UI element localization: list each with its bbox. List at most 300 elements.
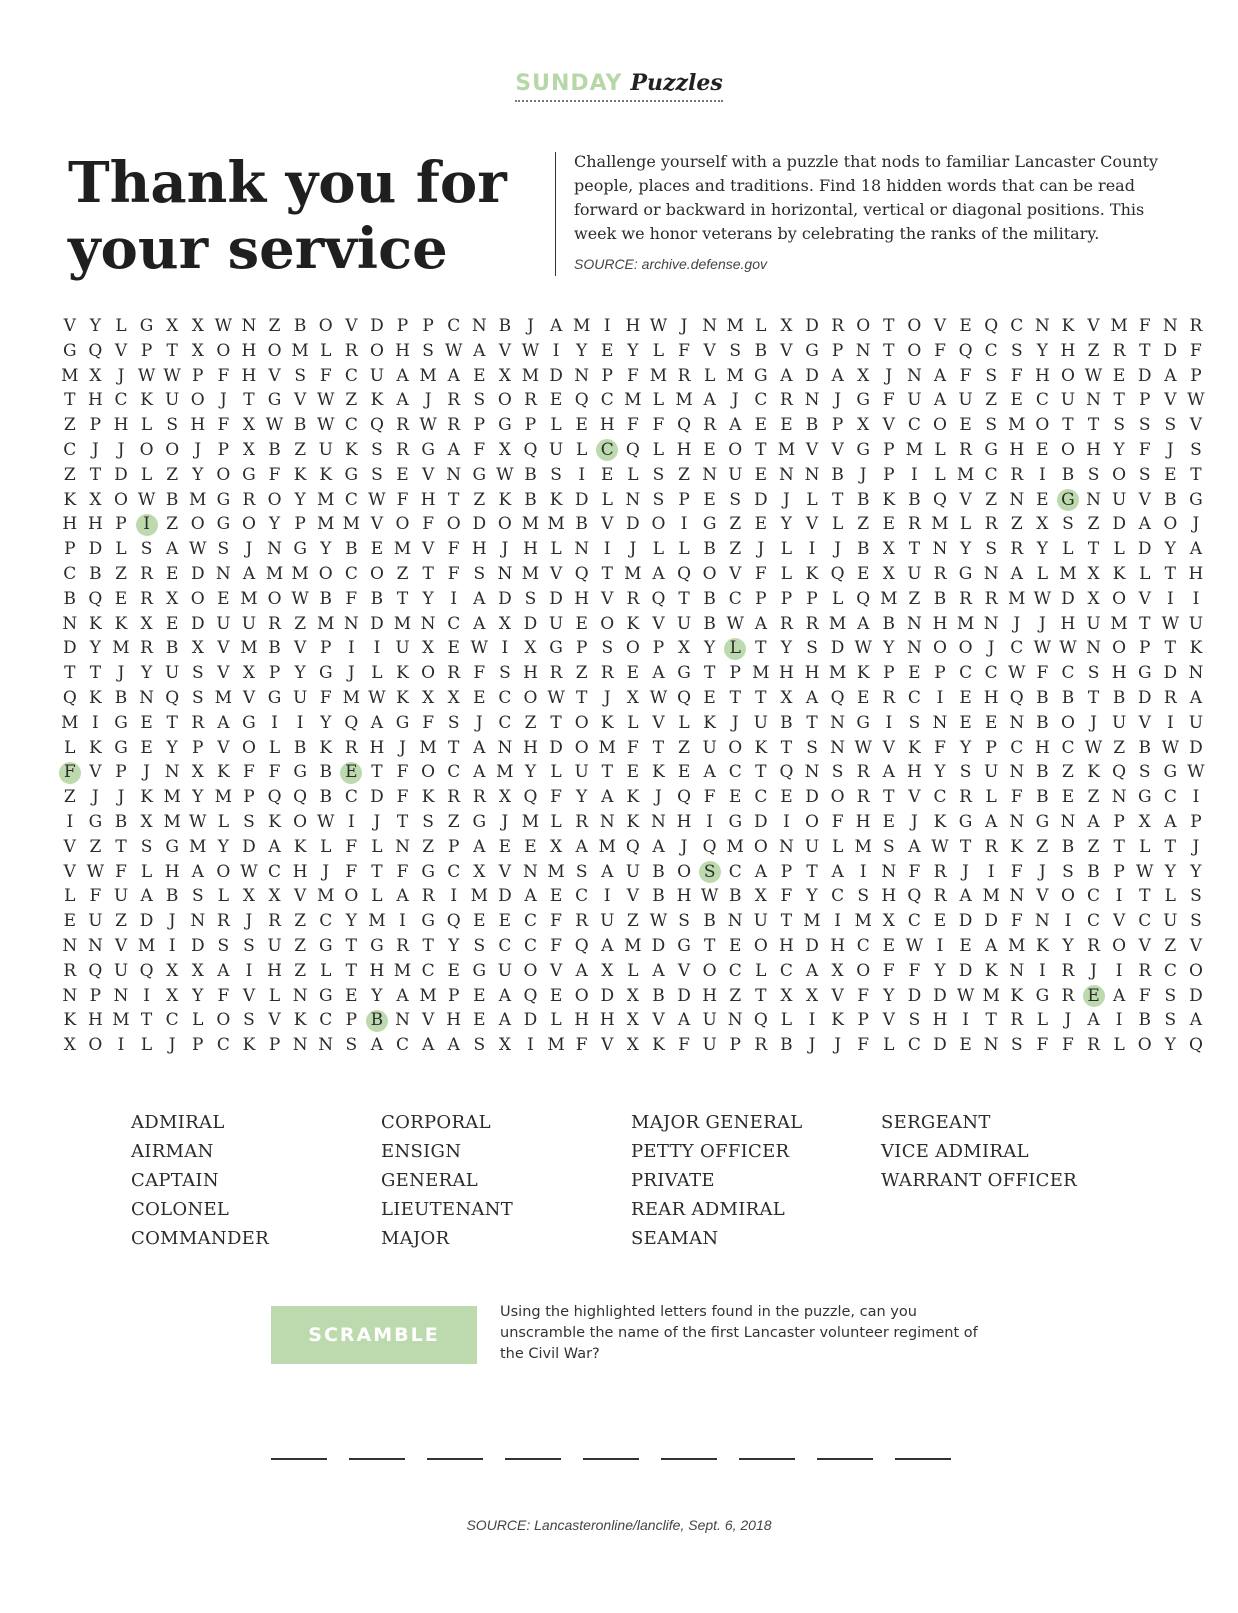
grid-cell[interactable]: B: [652, 861, 665, 882]
grid-cell[interactable]: W: [368, 687, 386, 708]
grid-cell[interactable]: X: [422, 687, 435, 708]
grid-cell[interactable]: G: [421, 861, 435, 882]
grid-cell[interactable]: C: [754, 787, 768, 808]
grid-cell[interactable]: P: [140, 340, 153, 361]
grid-cell[interactable]: I: [1064, 911, 1072, 932]
grid-cell[interactable]: N: [62, 985, 78, 1006]
grid-cell[interactable]: C: [1138, 911, 1152, 932]
grid-cell[interactable]: N: [804, 464, 820, 485]
grid-cell[interactable]: R: [882, 687, 896, 708]
grid-cell[interactable]: K: [396, 663, 409, 684]
grid-cell[interactable]: L: [320, 960, 332, 981]
grid-cell[interactable]: N: [855, 340, 871, 361]
grid-cell[interactable]: B: [268, 638, 281, 659]
grid-cell[interactable]: S: [422, 340, 434, 361]
grid-cell[interactable]: D: [677, 985, 691, 1006]
grid-cell[interactable]: O: [190, 588, 205, 609]
grid-cell[interactable]: Q: [88, 588, 103, 609]
grid-cell[interactable]: F: [882, 390, 895, 411]
grid-cell[interactable]: O: [190, 514, 205, 535]
grid-cell[interactable]: K: [984, 960, 998, 981]
grid-cell[interactable]: U: [907, 390, 922, 411]
grid-cell[interactable]: T: [1190, 464, 1202, 485]
grid-cell[interactable]: S: [217, 935, 230, 956]
grid-cell[interactable]: X: [857, 415, 870, 436]
grid-cell[interactable]: I: [92, 712, 99, 733]
grid-cell[interactable]: I: [962, 1010, 969, 1031]
grid-cell[interactable]: G: [728, 811, 743, 832]
grid-cell[interactable]: E: [703, 489, 716, 510]
grid-cell[interactable]: G: [344, 464, 359, 485]
grid-cell[interactable]: N: [625, 489, 641, 510]
grid-cell[interactable]: L: [985, 787, 997, 808]
grid-cell[interactable]: R: [63, 960, 77, 981]
grid-cell[interactable]: J: [347, 663, 355, 684]
grid-cell[interactable]: S: [524, 588, 537, 609]
grid-cell[interactable]: V: [498, 340, 512, 361]
grid-cell[interactable]: N: [983, 563, 999, 584]
grid-cell[interactable]: J: [680, 316, 688, 336]
grid-cell[interactable]: A: [396, 365, 409, 386]
grid-cell[interactable]: H: [369, 960, 385, 981]
grid-cell[interactable]: Y: [806, 886, 818, 907]
grid-cell[interactable]: P: [89, 985, 102, 1006]
grid-cell[interactable]: X: [524, 638, 537, 659]
grid-cell[interactable]: M: [828, 663, 847, 684]
grid-cell[interactable]: U: [574, 762, 589, 783]
grid-cell[interactable]: N: [574, 365, 590, 386]
grid-cell[interactable]: X: [626, 1035, 639, 1056]
grid-cell[interactable]: O: [267, 340, 282, 361]
grid-cell[interactable]: N: [1009, 960, 1025, 981]
grid-cell[interactable]: D: [139, 911, 154, 932]
grid-cell[interactable]: F: [345, 836, 358, 857]
grid-cell[interactable]: W: [649, 911, 668, 932]
grid-cell[interactable]: O: [933, 415, 947, 436]
grid-cell-highlighted[interactable]: E: [339, 760, 365, 785]
grid-cell[interactable]: F: [882, 960, 895, 981]
grid-cell[interactable]: A: [473, 613, 486, 634]
grid-cell[interactable]: J: [731, 712, 739, 733]
grid-cell[interactable]: E: [1164, 464, 1177, 485]
grid-cell[interactable]: U: [216, 613, 231, 634]
grid-cell[interactable]: D: [626, 514, 640, 535]
grid-cell[interactable]: A: [1189, 687, 1203, 708]
grid-cell[interactable]: N: [702, 316, 718, 336]
grid-cell[interactable]: P: [294, 514, 306, 535]
grid-cell[interactable]: A: [805, 960, 819, 981]
grid-cell[interactable]: O: [241, 737, 256, 758]
grid-cell[interactable]: E: [626, 663, 640, 684]
grid-cell[interactable]: K: [498, 489, 512, 510]
grid-cell[interactable]: L: [268, 737, 281, 758]
grid-cell[interactable]: H: [625, 316, 641, 336]
grid-cell[interactable]: F: [396, 489, 409, 510]
grid-cell[interactable]: J: [834, 1035, 842, 1056]
grid-cell[interactable]: H: [779, 663, 794, 684]
grid-cell[interactable]: M: [317, 514, 335, 535]
grid-cell[interactable]: A: [652, 663, 665, 684]
grid-cell[interactable]: H: [523, 737, 538, 758]
grid-cell[interactable]: F: [217, 365, 230, 386]
grid-cell[interactable]: Q: [88, 340, 103, 361]
grid-cell[interactable]: Z: [268, 316, 281, 336]
grid-cell[interactable]: G: [267, 687, 282, 708]
grid-cell[interactable]: I: [117, 1035, 125, 1056]
grid-cell[interactable]: A: [831, 861, 844, 882]
grid-cell[interactable]: A: [754, 613, 767, 634]
grid-cell[interactable]: O: [1060, 886, 1075, 907]
grid-cell[interactable]: H: [523, 663, 538, 684]
grid-cell[interactable]: W: [316, 390, 335, 411]
grid-cell[interactable]: H: [881, 886, 897, 907]
grid-cell[interactable]: O: [216, 861, 231, 882]
grid-cell[interactable]: N: [395, 1010, 410, 1031]
grid-cell[interactable]: P: [883, 663, 895, 684]
grid-cell[interactable]: I: [603, 316, 611, 336]
grid-cell[interactable]: P: [89, 415, 102, 436]
grid-cell[interactable]: A: [985, 811, 998, 832]
grid-cell[interactable]: J: [1192, 836, 1200, 857]
grid-cell[interactable]: Z: [1164, 935, 1177, 956]
grid-cell[interactable]: D: [907, 985, 922, 1006]
grid-cell[interactable]: C: [728, 762, 742, 783]
grid-cell[interactable]: X: [1138, 811, 1151, 832]
grid-cell[interactable]: B: [1036, 787, 1049, 808]
grid-cell[interactable]: R: [754, 1035, 768, 1056]
grid-cell[interactable]: C: [984, 464, 998, 485]
grid-cell[interactable]: W: [854, 638, 872, 659]
grid-cell[interactable]: O: [1035, 415, 1050, 436]
grid-cell[interactable]: J: [1166, 439, 1174, 460]
grid-cell[interactable]: L: [140, 1035, 153, 1056]
grid-cell[interactable]: R: [1061, 985, 1075, 1006]
grid-cell[interactable]: M: [214, 687, 233, 708]
grid-cell[interactable]: E: [882, 514, 895, 535]
grid-cell[interactable]: M: [521, 365, 540, 386]
grid-cell[interactable]: R: [831, 316, 845, 336]
grid-cell[interactable]: Z: [294, 911, 307, 932]
grid-cell[interactable]: O: [497, 514, 512, 535]
grid-cell[interactable]: B: [165, 886, 179, 907]
grid-cell[interactable]: O: [574, 985, 589, 1006]
grid-cell[interactable]: B: [933, 588, 947, 609]
grid-cell[interactable]: K: [293, 836, 307, 857]
grid-cell[interactable]: W: [496, 464, 514, 485]
grid-cell[interactable]: R: [396, 415, 409, 436]
grid-cell[interactable]: K: [293, 464, 307, 485]
grid-cell[interactable]: B: [524, 464, 537, 485]
grid-cell[interactable]: O: [344, 886, 359, 907]
grid-cell[interactable]: O: [728, 737, 743, 758]
grid-cell[interactable]: R: [242, 489, 256, 510]
grid-cell[interactable]: O: [1137, 1035, 1152, 1056]
grid-cell[interactable]: F: [1138, 316, 1151, 336]
grid-cell[interactable]: S: [1138, 464, 1151, 485]
grid-cell[interactable]: V: [498, 861, 512, 882]
grid-cell[interactable]: T: [755, 439, 767, 460]
grid-cell[interactable]: B: [345, 539, 358, 560]
grid-cell[interactable]: T: [345, 935, 357, 956]
grid-cell[interactable]: F: [473, 663, 486, 684]
grid-cell[interactable]: C: [63, 439, 77, 460]
grid-cell[interactable]: S: [1113, 415, 1125, 436]
grid-cell[interactable]: P: [934, 663, 946, 684]
grid-cell[interactable]: O: [216, 340, 231, 361]
grid-cell[interactable]: H: [241, 340, 257, 361]
grid-cell[interactable]: X: [626, 1010, 639, 1031]
grid-cell[interactable]: R: [1010, 1010, 1024, 1031]
grid-cell[interactable]: Z: [447, 811, 460, 832]
grid-cell[interactable]: Z: [89, 836, 102, 857]
grid-cell[interactable]: G: [1163, 762, 1178, 783]
answer-blank[interactable]: [427, 1458, 483, 1460]
grid-cell[interactable]: L: [780, 563, 793, 584]
grid-cell[interactable]: N: [62, 935, 78, 956]
grid-cell[interactable]: S: [575, 861, 588, 882]
grid-cell[interactable]: O: [318, 563, 333, 584]
grid-cell[interactable]: Y: [1164, 1035, 1176, 1056]
grid-cell[interactable]: M: [803, 911, 821, 932]
grid-cell[interactable]: A: [370, 1035, 384, 1056]
grid-cell[interactable]: S: [1010, 1035, 1023, 1056]
grid-cell[interactable]: J: [757, 539, 765, 560]
grid-cell[interactable]: D: [984, 911, 998, 932]
grid-cell[interactable]: F: [1190, 340, 1202, 361]
grid-cell[interactable]: G: [677, 663, 691, 684]
grid-cell[interactable]: C: [1010, 316, 1024, 336]
grid-cell[interactable]: C: [600, 390, 614, 411]
grid-cell[interactable]: C: [114, 390, 128, 411]
grid-cell-highlighted[interactable]: F: [57, 760, 83, 785]
grid-cell[interactable]: P: [524, 415, 537, 436]
grid-cell[interactable]: M: [982, 886, 1000, 907]
grid-cell[interactable]: N: [446, 464, 462, 485]
grid-cell[interactable]: F: [754, 563, 767, 584]
grid-cell[interactable]: G: [63, 340, 77, 361]
grid-cell[interactable]: L: [268, 985, 281, 1006]
grid-cell[interactable]: A: [959, 886, 972, 907]
grid-cell[interactable]: R: [1061, 960, 1075, 981]
grid-cell[interactable]: G: [139, 316, 154, 336]
grid-cell[interactable]: K: [396, 687, 409, 708]
grid-cell[interactable]: O: [421, 663, 436, 684]
grid-cell[interactable]: L: [371, 663, 383, 684]
grid-cell[interactable]: Z: [396, 563, 409, 584]
grid-cell[interactable]: Y: [320, 712, 332, 733]
grid-cell[interactable]: P: [831, 415, 844, 436]
grid-cell[interactable]: E: [677, 762, 691, 783]
grid-cell[interactable]: H: [1060, 340, 1076, 361]
grid-cell[interactable]: E: [856, 563, 870, 584]
grid-cell[interactable]: O: [574, 737, 589, 758]
grid-cell[interactable]: N: [1086, 489, 1101, 510]
grid-cell[interactable]: A: [498, 985, 512, 1006]
grid-cell[interactable]: S: [473, 390, 486, 411]
grid-cell[interactable]: S: [294, 365, 306, 386]
grid-cell[interactable]: E: [549, 985, 563, 1006]
grid-cell[interactable]: R: [344, 340, 358, 361]
grid-cell[interactable]: N: [906, 365, 922, 386]
grid-cell[interactable]: H: [113, 415, 129, 436]
grid-cell[interactable]: J: [1090, 712, 1097, 733]
grid-cell[interactable]: G: [754, 365, 768, 386]
grid-cell[interactable]: J: [117, 439, 125, 460]
grid-cell[interactable]: P: [192, 365, 204, 386]
grid-cell[interactable]: E: [780, 415, 793, 436]
grid-cell[interactable]: N: [830, 712, 846, 733]
grid-cell[interactable]: V: [601, 588, 614, 609]
grid-cell[interactable]: A: [575, 960, 588, 981]
grid-cell[interactable]: R: [677, 365, 691, 386]
grid-cell[interactable]: E: [473, 985, 486, 1006]
grid-cell[interactable]: Q: [574, 935, 589, 956]
grid-cell[interactable]: L: [1164, 886, 1176, 907]
grid-cell[interactable]: Z: [473, 489, 486, 510]
grid-cell[interactable]: A: [421, 1035, 435, 1056]
grid-cell[interactable]: A: [1113, 985, 1126, 1006]
grid-cell[interactable]: R: [959, 588, 972, 609]
grid-cell[interactable]: A: [217, 960, 230, 981]
grid-cell[interactable]: L: [627, 960, 639, 981]
grid-cell[interactable]: B: [319, 787, 332, 808]
grid-cell[interactable]: S: [243, 1010, 255, 1031]
grid-cell[interactable]: L: [1062, 539, 1074, 560]
grid-cell[interactable]: C: [63, 563, 77, 584]
grid-cell[interactable]: Z: [1087, 514, 1100, 535]
grid-cell-highlighted[interactable]: E: [1081, 984, 1107, 1009]
grid-cell[interactable]: C: [447, 861, 461, 882]
grid-cell[interactable]: J: [1090, 960, 1097, 981]
grid-cell[interactable]: V: [294, 390, 307, 411]
grid-cell[interactable]: P: [1139, 390, 1151, 411]
grid-cell[interactable]: L: [883, 1035, 895, 1056]
grid-cell[interactable]: R: [1010, 464, 1024, 485]
grid-cell-highlighted[interactable]: L: [722, 636, 748, 661]
grid-cell[interactable]: T: [64, 663, 76, 684]
grid-cell[interactable]: P: [422, 316, 434, 336]
grid-cell[interactable]: U: [113, 960, 129, 981]
grid-cell[interactable]: E: [140, 712, 153, 733]
grid-cell[interactable]: P: [64, 539, 76, 560]
grid-cell[interactable]: N: [727, 911, 743, 932]
grid-cell[interactable]: G: [856, 439, 870, 460]
grid-cell[interactable]: P: [345, 1010, 358, 1031]
grid-cell[interactable]: M: [752, 663, 770, 684]
grid-cell[interactable]: V: [294, 886, 307, 907]
grid-cell[interactable]: Q: [1188, 1035, 1203, 1056]
grid-cell[interactable]: R: [140, 588, 153, 609]
grid-cell[interactable]: E: [498, 836, 512, 857]
grid-cell[interactable]: V: [63, 861, 76, 882]
grid-cell[interactable]: L: [601, 489, 613, 510]
grid-cell[interactable]: X: [242, 439, 255, 460]
grid-cell[interactable]: V: [677, 960, 691, 981]
grid-cell[interactable]: I: [859, 861, 867, 882]
grid-cell[interactable]: L: [115, 316, 127, 336]
grid-cell[interactable]: X: [242, 886, 255, 907]
grid-cell[interactable]: K: [805, 563, 819, 584]
grid-cell[interactable]: Q: [369, 415, 384, 436]
grid-cell[interactable]: C: [498, 935, 512, 956]
grid-cell[interactable]: L: [831, 836, 844, 857]
grid-cell[interactable]: V: [1138, 489, 1151, 510]
grid-cell[interactable]: Y: [1164, 539, 1176, 560]
grid-cell[interactable]: S: [243, 811, 255, 832]
grid-cell[interactable]: Z: [115, 911, 127, 932]
grid-cell[interactable]: V: [1138, 712, 1151, 733]
grid-cell[interactable]: U: [1086, 613, 1101, 634]
grid-cell[interactable]: C: [498, 687, 512, 708]
grid-cell[interactable]: Q: [523, 787, 538, 808]
grid-cell[interactable]: A: [396, 985, 409, 1006]
grid-cell[interactable]: F: [115, 861, 127, 882]
grid-cell[interactable]: T: [166, 340, 178, 361]
grid-cell[interactable]: A: [652, 563, 665, 584]
grid-cell[interactable]: J: [859, 464, 867, 485]
grid-cell[interactable]: Q: [165, 687, 180, 708]
grid-cell[interactable]: A: [985, 935, 998, 956]
grid-cell[interactable]: L: [140, 415, 153, 436]
grid-cell[interactable]: J: [117, 365, 125, 386]
grid-cell[interactable]: C: [984, 340, 998, 361]
grid-cell-highlighted[interactable]: B: [364, 1008, 390, 1033]
grid-cell[interactable]: N: [932, 712, 948, 733]
grid-cell[interactable]: S: [601, 638, 614, 659]
grid-cell[interactable]: V: [114, 935, 128, 956]
grid-cell[interactable]: C: [447, 762, 461, 783]
grid-cell[interactable]: O: [907, 340, 922, 361]
grid-cell[interactable]: M: [572, 316, 591, 336]
grid-cell[interactable]: R: [959, 787, 972, 808]
grid-cell[interactable]: R: [933, 886, 947, 907]
grid-cell[interactable]: K: [856, 663, 870, 684]
grid-cell[interactable]: N: [1111, 787, 1127, 808]
grid-cell[interactable]: L: [627, 712, 639, 733]
grid-cell[interactable]: C: [1087, 886, 1101, 907]
grid-cell[interactable]: U: [1188, 613, 1204, 634]
grid-cell[interactable]: Q: [139, 960, 154, 981]
grid-cell[interactable]: W: [649, 687, 668, 708]
grid-cell[interactable]: L: [652, 439, 665, 460]
grid-cell[interactable]: B: [856, 539, 870, 560]
grid-cell[interactable]: W: [1135, 861, 1154, 882]
grid-cell[interactable]: A: [140, 886, 153, 907]
grid-cell[interactable]: J: [655, 787, 662, 808]
grid-cell[interactable]: W: [1033, 638, 1052, 659]
grid-cell[interactable]: W: [854, 737, 872, 758]
grid-cell[interactable]: P: [575, 638, 588, 659]
grid-cell[interactable]: A: [575, 836, 588, 857]
grid-cell[interactable]: X: [1036, 514, 1049, 535]
grid-cell[interactable]: R: [626, 588, 640, 609]
grid-cell[interactable]: D: [523, 1010, 538, 1031]
grid-cell[interactable]: W: [1084, 365, 1103, 386]
grid-cell[interactable]: E: [882, 811, 895, 832]
grid-cell[interactable]: S: [140, 539, 153, 560]
grid-cell[interactable]: V: [549, 960, 563, 981]
grid-cell[interactable]: I: [168, 935, 176, 956]
grid-cell[interactable]: J: [834, 390, 842, 411]
grid-cell[interactable]: N: [292, 985, 308, 1006]
grid-cell[interactable]: Z: [908, 588, 921, 609]
grid-cell[interactable]: M: [1008, 415, 1026, 436]
grid-cell[interactable]: P: [243, 787, 255, 808]
grid-cell[interactable]: R: [1189, 316, 1203, 336]
grid-cell[interactable]: S: [1062, 861, 1074, 882]
grid-cell[interactable]: O: [497, 390, 512, 411]
grid-cell[interactable]: S: [985, 415, 997, 436]
